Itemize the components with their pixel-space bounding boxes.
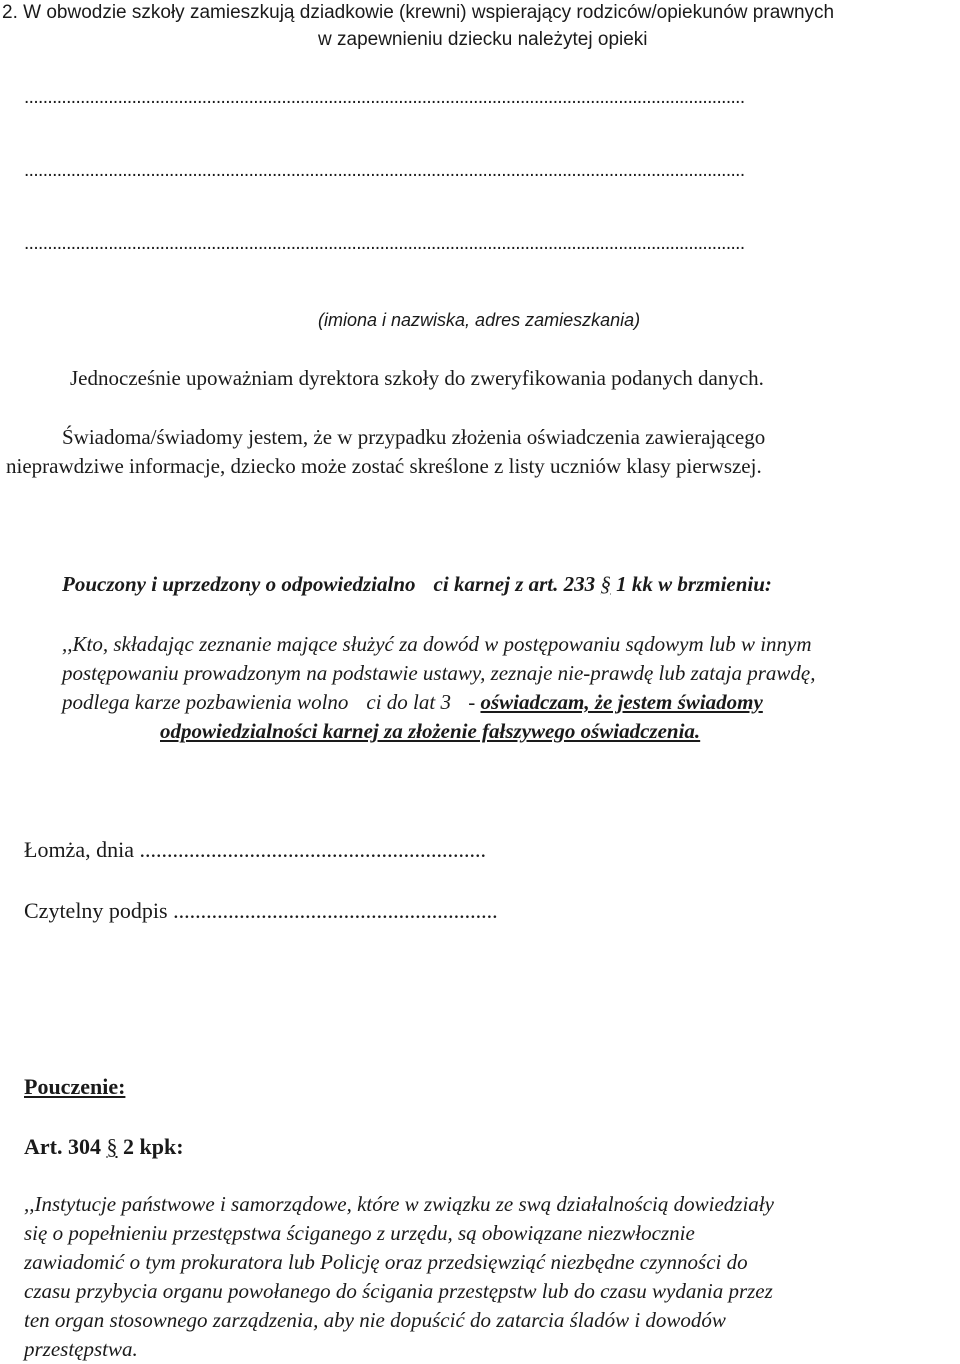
warning-quote-line-3: [62, 688, 763, 716]
quote-dash: -: [468, 690, 476, 714]
instruction-line-5: ten organ stosownego zarządzenia, aby nie dopuścić do zatarcia śladów i dowodów: [24, 1308, 726, 1332]
fill-in-line-3[interactable]: ..........................................................................................................................................................: [24, 233, 745, 254]
section-symbol: §: [106, 1134, 118, 1159]
declaration-part-2: odpowiedzialności karnej za złożenie fałszywego oświadczenia.: [160, 719, 701, 743]
authorization-text: Jednocześnie upoważniam dyrektora szkoły do zweryfikowania podanych danych.: [70, 366, 764, 390]
warning-heading-part-1: Pouczony i uprzedzony o odpowiedzialno: [62, 572, 416, 596]
fill-in-caption: (imiona i nazwiska, adres zamieszkania): [318, 310, 641, 330]
instruction-line-1: ,,Instytucje państwowe i samorządowe, które w związku ze swą działalnością dowiedziały: [24, 1192, 774, 1216]
signature-field[interactable]: Czytelny podpis ...........................................................: [24, 898, 498, 923]
section-heading-line-2: w zapewnieniu dziecku należytej opieki: [318, 29, 648, 50]
instruction-line-3: zawiadomić o tym prokuratora lub Policję oraz przedsięwziąć niezbędne czynności do: [24, 1250, 748, 1274]
quote-line-3-part-2: ci do lat 3: [366, 690, 451, 714]
place-date-field[interactable]: Łomża, dnia ...............................................................: [24, 837, 486, 862]
instruction-heading: Pouczenie:: [24, 1074, 126, 1099]
article-part-2: 2 kpk:: [122, 1134, 184, 1159]
warning-quote-line-2: postępowaniu prowadzonym na podstawie ustawy, zeznaje nie-prawdę lub zataja prawdę,: [62, 661, 816, 685]
article-part-1: Art. 304: [24, 1134, 101, 1159]
article-reference: [24, 1133, 184, 1161]
warning-quote-line-1: ,,Kto, składając zeznanie mające służyć za dowód w postępowaniu sądowym lub w innym: [62, 632, 812, 656]
instruction-line-4: czasu przybycia organu powołanego do ścigania przestępstw lub do czasu wydania przez: [24, 1279, 773, 1303]
fill-in-line-1[interactable]: ..........................................................................................................................................................: [24, 87, 745, 108]
warning-heading-part-2: ci karnej z art. 233: [433, 572, 596, 596]
instruction-line-2: się o popełnieniu przestępstwa ściganego z urzędu, są obowiązane niezwłocznie: [24, 1221, 695, 1245]
awareness-line-2: nieprawdziwe informacje, dziecko może zostać skreślone z listy uczniów klasy pierwszej.: [6, 454, 762, 478]
warning-heading: [62, 570, 772, 598]
instruction-line-6: przestępstwa.: [24, 1337, 138, 1361]
awareness-line-1: Świadoma/świadomy jestem, że w przypadku złożenia oświadczenia zawierającego: [62, 425, 766, 449]
section-heading-line-1: 2. W obwodzie szkoły zamieszkują dziadkowie (krewni) wspierający rodziców/opiekunów prawnych: [2, 2, 835, 23]
declaration-part-1: oświadczam, że jestem świadomy: [480, 690, 763, 714]
section-symbol: §: [600, 572, 611, 596]
quote-line-3-part-1: podlega karze pozbawienia wolno: [62, 690, 349, 714]
warning-heading-part-3: 1 kk w brzmieniu:: [616, 572, 772, 596]
fill-in-line-2[interactable]: ..........................................................................................................................................................: [24, 160, 745, 181]
